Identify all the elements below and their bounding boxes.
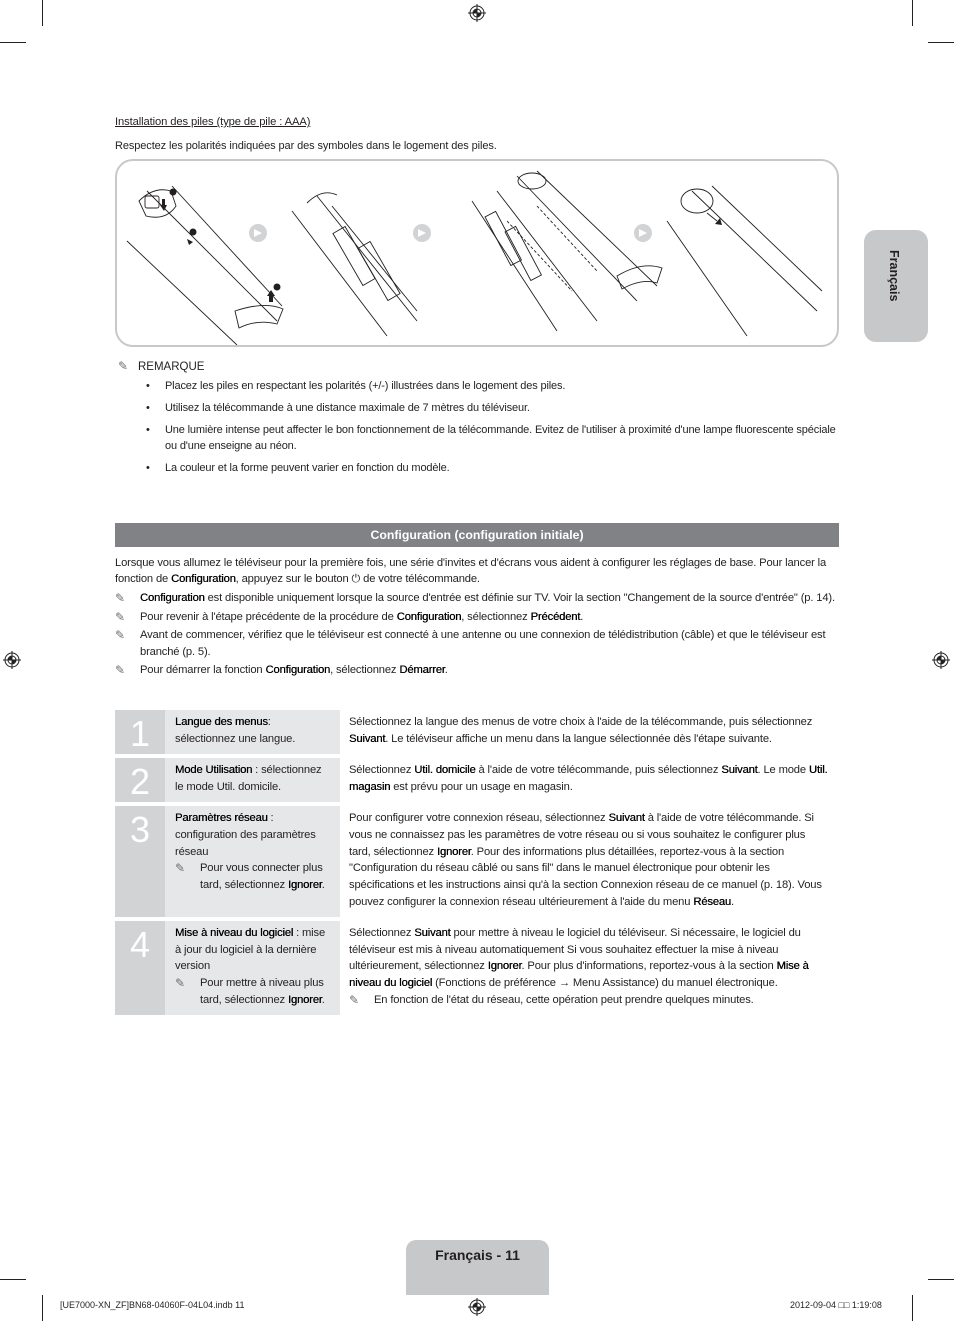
footer-file-info: [UE7000-XN_ZF]BN68-04060F-04L04.indb 11 [60, 1300, 245, 1310]
step-row [115, 758, 839, 802]
list-item: • La couleur et la forme peuvent varier en fonction du modèle. [146, 460, 836, 476]
step-description: Pour configurer votre connexion réseau, sélectionnez Suivant à l'aide de votre télécommande. Si vous ne connaissez pas les paramètres de votre réseau ou si vous souhaitez le configurer plus tard, sélectionnez Ignorer. Pour des informations plus détaillées, reportez-vous à la section "Configuration du réseau câblé ou sans fil" dans le manuel électronique pour obtenir les spécifications et les instructions ainsi qu'à la section Connexion réseau de ce manuel (p. 18). Vous pouvez configurer la connexion réseau ultérieurement à l'aide du menu Réseau. [349, 812, 822, 908]
step-tip: ✎ Pour mettre à niveau plus tard, sélectionnez Ignorer. [175, 976, 325, 1006]
crosshair-icon [3, 651, 21, 669]
remarque-heading [118, 359, 204, 373]
step-row [115, 921, 839, 1015]
step-description: Sélectionnez Suivant pour mettre à niveau le logiciel du téléviseur. Si nécessaire, le logiciel du téléviseur est mis à niveau automatiquement Si vous souhaitez effectuer la mise à niveau ultérieurement, sélectionnez Ignorer. Pour plus d'informations, reportez-vous à la section Mise à niveau du logiciel (Fonctions de préférence → Menu Assistance) du manuel électronique. ✎ En fonction de l'état du réseau, cette opération peut prendre quelques minutes. [340, 921, 839, 1015]
config-intro: Lorsque vous allumez le téléviseur pour la première fois, une série d'invites et d'écrans vous aident à configurer les réglages de base. Pour lancer la fonction de Configuration, appuyez sur le bouton ⏻ de votre télécommande. [115, 557, 827, 585]
language-side-tab [864, 230, 928, 342]
step-label: Langue des menus: sélectionnez une langue. [165, 710, 340, 754]
step-row [115, 710, 839, 754]
circle-arrow-icon [413, 224, 431, 242]
battery-section-title: Installation des piles (type de pile : AAA) [115, 116, 311, 128]
remarque-list [146, 378, 836, 482]
pencil-note-icon: ✎ [118, 359, 129, 373]
crop-mark [912, 0, 913, 26]
circle-arrow-icon [634, 224, 652, 242]
crosshair-icon [468, 4, 486, 22]
step-label: Paramètres réseau : configuration des paramètres réseau ✎ Pour vous connecter plus tard, sélectionnez Ignorer. [165, 806, 340, 917]
step-number: 4 [115, 921, 165, 1015]
crop-mark [928, 1279, 954, 1280]
crop-mark [0, 42, 26, 43]
page-number-tab: Français - 11 [406, 1240, 549, 1295]
tip-item: ✎ Pour revenir à l'étape précédente de la procédure de Configuration, sélectionnez Précédent. [115, 609, 584, 624]
config-tips [115, 590, 839, 681]
circle-arrow-icon [249, 224, 267, 242]
battery-section-text: Respectez les polarités indiquées par des symboles dans le logement des piles. [115, 140, 497, 152]
battery-illustration [115, 159, 839, 347]
remarque-label: REMARQUE [138, 361, 205, 373]
step-number: 3 [115, 806, 165, 917]
footer-timestamp: 2012-09-04 □□ 1:19:08 [790, 1300, 882, 1310]
step-number: 2 [115, 758, 165, 802]
setup-steps-table [115, 710, 839, 1019]
crosshair-icon [468, 1298, 486, 1316]
pencil-note-icon: ✎ [349, 992, 359, 1007]
tip-item: ✎ Pour démarrer la fonction Configuration, sélectionnez Démarrer. [115, 663, 448, 677]
step-number: 1 [115, 710, 165, 754]
step-tip: ✎ Pour vous connecter plus tard, sélectionnez Ignorer. [175, 861, 325, 892]
pencil-note-icon: ✎ [115, 663, 125, 677]
crop-mark [912, 1295, 913, 1321]
step-label: Mode Utilisation : sélectionnez le mode Util. domicile. [165, 758, 340, 802]
list-item: • Une lumière intense peut affecter le bon fonctionnement de la télécommande. Evitez de l'utiliser à proximité d'une lampe fluorescente spéciale ou d'une enseigne au néon. [146, 422, 836, 454]
crop-mark [42, 1295, 43, 1321]
crop-mark [0, 1279, 26, 1280]
tip-item: ✎ Avant de commencer, vérifiez que le téléviseur est connecté à une antenne ou une connexion de télédistribution (câble) et que le téléviseur est branché (p. 5). [115, 628, 826, 658]
step-tip: ✎ En fonction de l'état du réseau, cette opération peut prendre quelques minutes. [349, 992, 754, 1007]
language-side-label: Français [887, 250, 901, 302]
pencil-note-icon: ✎ [115, 591, 125, 605]
list-item: • Placez les piles en respectant les polarités (+/-) illustrées dans le logement des piles. [146, 378, 836, 394]
tip-item: ✎ Configuration est disponible uniquement lorsque la source d'entrée est définie sur TV. Voir la section "Changement de la source d'entrée" (p. 14). [115, 591, 835, 605]
power-icon: ⏻ [351, 573, 361, 585]
config-section-title: Configuration (configuration initiale) [115, 523, 839, 547]
step-description: Sélectionnez la langue des menus de votre choix à l'aide de la télécommande, puis sélectionnez Suivant. Le téléviseur affiche un menu dans la langue sélectionnée dès l'étape suivante. [349, 716, 813, 745]
step-row [115, 806, 839, 917]
crosshair-icon [932, 651, 950, 669]
crop-mark [42, 0, 43, 26]
pencil-note-icon: ✎ [175, 976, 185, 991]
list-item: • Utilisez la télécommande à une distance maximale de 7 mètres du téléviseur. [146, 400, 836, 416]
step-description: Sélectionnez Util. domicile à l'aide de votre télécommande, puis sélectionnez Suivant. Le mode Util. magasin est prévu pour un usage en magasin. [349, 764, 828, 793]
crop-mark [928, 42, 954, 43]
pencil-note-icon: ✎ [115, 628, 125, 642]
step-label: Mise à niveau du logiciel : mise à jour du logiciel à la dernière version ✎ Pour mettre à niveau plus tard, sélectionnez Ignorer. [165, 921, 340, 1015]
pencil-note-icon: ✎ [175, 861, 185, 876]
pencil-note-icon: ✎ [115, 609, 125, 624]
